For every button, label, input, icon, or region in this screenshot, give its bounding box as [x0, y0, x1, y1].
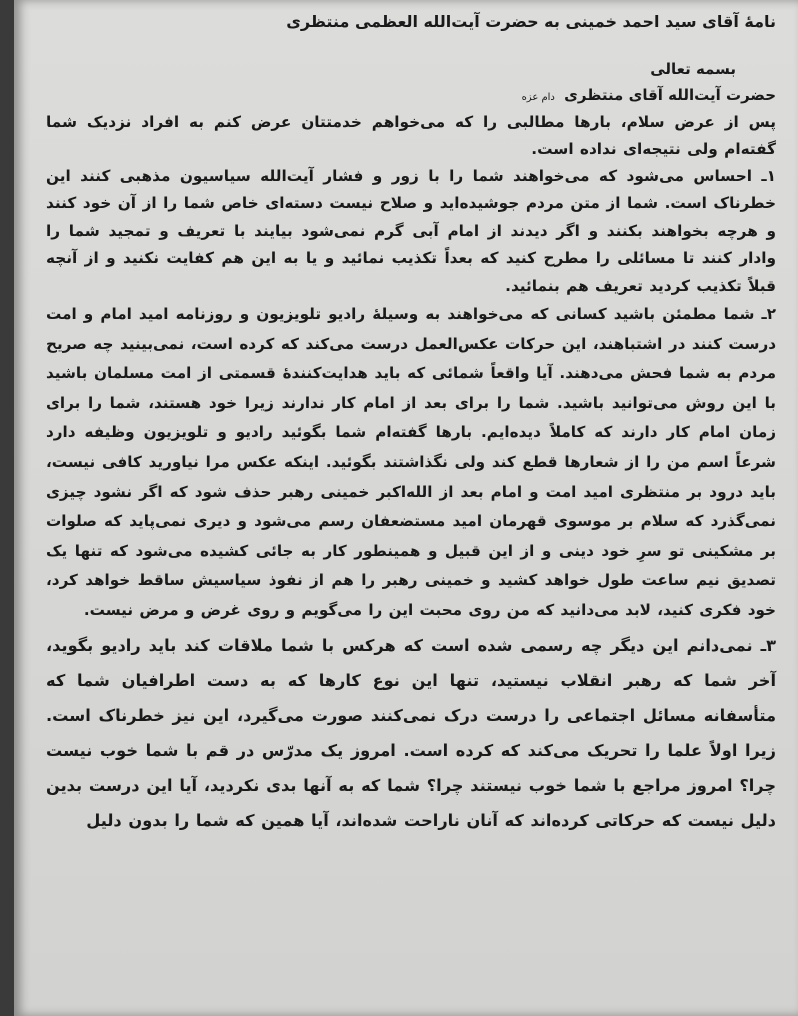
salutation [46, 84, 776, 109]
intro-paragraph: پس از عرض سلام، بارها مطالبی را که می‌خواهم خدمتتان عرض کنم به افراد نزدیک شما گفته‌ام ولی نتیجه‌ای نداده است. [46, 113, 776, 158]
letter-body [46, 4, 776, 838]
salutation-suffix: دام عزه [521, 92, 555, 103]
paragraph-1: ۱ـ احساس می‌شود که می‌خواهند شما را با زور و فشار آیت‌الله سیاسیون مذهبی کنند این خطرناک است. شما از متن مردم جوشیده‌اید و صلاح نیست دسته‌ای خاص شما را از آن خود کنند و هرچه بخواهند بکنند و اگر دیدند از امام آبی گرم نمی‌شود بیایند با تعریف و تمجید شما را وادار کنند تا مسائلی را مطرح کنید که بعداً تکذیب نمائید و یا به این هم کفایت نکنید و از آنچه قبلاً تکذیب کردید تعریف هم بنمائید. [46, 167, 776, 295]
paragraph-3: ۳ـ نمی‌دانم این دیگر چه رسمی شده است که هرکس با شما ملاقات کند باید رادیو بگوید، آخر شما که رهبر انقلاب نیستید، تنها این نوع کارها که به دست اطرافیان شما که متأسفانه مسائل اجتماعی را درست درک نمی‌کنند صورت می‌گیرد، این نیز خطرناک است. زیرا اولاً علما را تحریک می‌کند که کرده است. امروز یک مدرّس در قم با شما خوب نیست چرا؟ امروز مراجع با شما خوب نیستند چرا؟ شما که به آنها بدی نکردید، آیا این درست بدین دلیل نیست که حرکاتی کرده‌اند که آنان ناراحت شده‌اند، آیا همین که شما را بدون دلیل [46, 635, 776, 830]
salutation-text: حضرت آیت‌الله آقای منتظری [564, 86, 776, 104]
book-page [14, 0, 798, 1016]
bismillah-heading: بسمه تعالی [650, 60, 736, 78]
letter-title: نامهٔ آقای سید احمد خمینی به حضرت آیت‌الله العظمی منتظری [286, 12, 776, 31]
paragraph-2: ۲ـ شما مطمئن باشید کسانی که می‌خواهند به وسیلهٔ رادیو تلویزیون و روزنامه امید امام و امت درست کنند در اشتباهند، این حرکات عکس‌العمل درست می‌کند که کرده است، نمی‌بینید چه صریح مردم به شما فحش می‌دهند. آیا واقعاً شمائی که باید هدایت‌کنندهٔ قسمتی از امت مسلمان باشید با این روش می‌توانید باشید. شما را برای بعد از امام کار ندارند زیرا خود هستند، شما را برای زمان امام کار دارند که کاملاً دیده‌ایم. بارها گفته‌ام شما بگوئید رادیو و تلویزیون وظیفه دارد شرعاً اسم من را از شعارها قطع کند ولی نگذاشتند بگوئید. اینکه عکس مرا نیاورید کافی نیست، باید درود بر منتظری امید امت و امام بعد از الله‌اکبر خمینی رهبر حذف شود که اگر نشود چیزی نمی‌گذرد که سلام بر موسوی قهرمان امید مستضعفان رسم می‌شود و دیری نمی‌پاید که صلوات بر مشکینی تو سرِ خود دینی و از این قبیل و همینطور کار به جائی کشیده می‌شود که تنها یک تصدیق نیم ساعت طول خواهد کشید و خمینی رهبر را هم از نفوذ سیاسیش ساقط خواهد کرد، خود فکری کنید، لابد می‌دانید که من روی محبت این را می‌گویم و روی غرض و مرض نیست. [46, 305, 776, 619]
